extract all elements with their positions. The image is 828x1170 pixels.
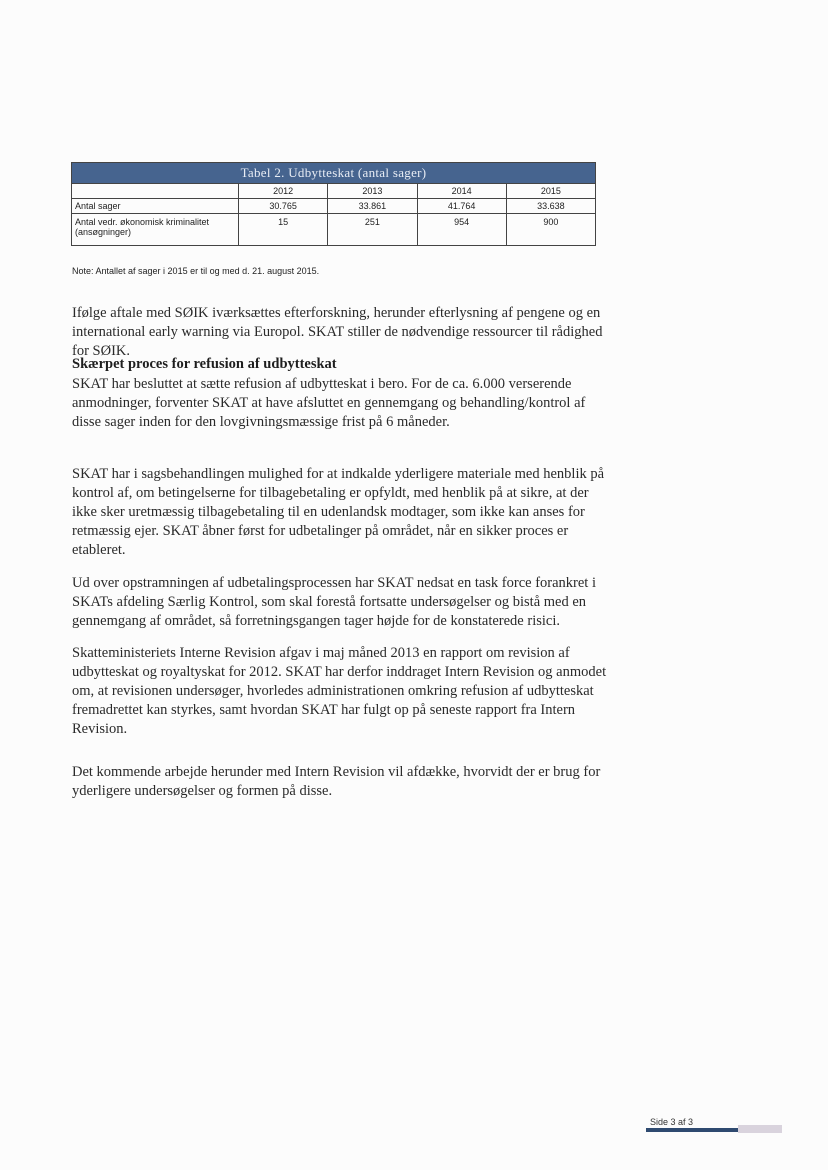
year-header: 2015	[506, 184, 595, 199]
table-note: Note: Antallet af sager i 2015 er til og med d. 21. august 2015.	[72, 266, 320, 276]
table-header-row	[72, 184, 596, 199]
table-cell: 15	[239, 214, 328, 246]
year-header: 2014	[417, 184, 506, 199]
table-corner-cell	[72, 184, 239, 199]
row-label: Antal sager	[72, 199, 239, 214]
table-cell: 33.638	[506, 199, 595, 214]
footer-rule-dark	[646, 1128, 738, 1132]
paragraph-6: Det kommende arbejde herunder med Intern Revision vil afdække, hvorvidt der er brug for yderligere undersøgelser og formen på disse.	[72, 764, 601, 799]
paragraph-5: Skatteministeriets Interne Revision afgav i maj måned 2013 en rapport om revision af udbytteskat og royaltyskat for 2012. SKAT har derfor inddraget Intern Revision og anmodet om, at revisionen undersøger, hvorledes administrationen omkring refusion af udbytteskat fremadrettet kan styrkes, samt hvordan SKAT har fulgt op på seneste rapport fra Intern Revision.	[72, 645, 607, 737]
paragraph-3: SKAT har i sagsbehandlingen mulighed for at indkalde yderligere materiale med henblik på kontrol af, om betingelserne for tilbagebetaling er opfyldt, med henblik på at sikre, at der ikke sker uretmæssig tilbagebetaling til en udenlandsk modtager, som ikke kan anses for retmæssig ejer. SKAT åbner først for udbetalinger på området, når en sikker proces er etableret.	[72, 466, 605, 558]
year-header: 2013	[328, 184, 417, 199]
paragraph-2: SKAT har besluttet at sætte refusion af udbytteskat i bero. For de ca. 6.000 verserende anmodninger, forventer SKAT at have afsluttet en gennemgang og behandling/kontrol af disse sager inden for den lovgivningsmæssige frist på 6 måneder.	[72, 376, 586, 430]
table-cell: 33.861	[328, 199, 417, 214]
table-cell: 251	[328, 214, 417, 246]
table-cell: 41.764	[417, 199, 506, 214]
page-number: Side 3 af 3	[650, 1117, 694, 1127]
table-title-row	[72, 163, 596, 184]
table-title: Tabel 2. Udbytteskat (antal sager)	[72, 163, 596, 184]
row-label: Antal vedr. økonomisk kriminalitet (ansøgninger)	[72, 214, 239, 246]
table-cell: 900	[506, 214, 595, 246]
table-cell: 954	[417, 214, 506, 246]
data-table	[71, 162, 596, 246]
year-header: 2012	[239, 184, 328, 199]
table-row	[72, 199, 596, 214]
footer-rule-light	[738, 1125, 782, 1133]
table-cell: 30.765	[239, 199, 328, 214]
table-row	[72, 214, 596, 246]
paragraph-4: Ud over opstramningen af udbetalingsprocessen har SKAT nedsat en task force forankret i SKATs afdeling Særlig Kontrol, som skal forestå fortsatte undersøgelser og bistå med en gennemgang af området, så forretningsgangen tager højde for de konstaterede risici.	[72, 575, 596, 629]
paragraph-1: Ifølge aftale med SØIK iværksættes efterforskning, herunder efterlysning af pengene og en international early warning via Europol. SKAT stiller de nødvendige ressourcer til rådighed for SØIK.	[72, 305, 603, 359]
section-heading: Skærpet proces for refusion af udbytteskat	[72, 356, 337, 372]
